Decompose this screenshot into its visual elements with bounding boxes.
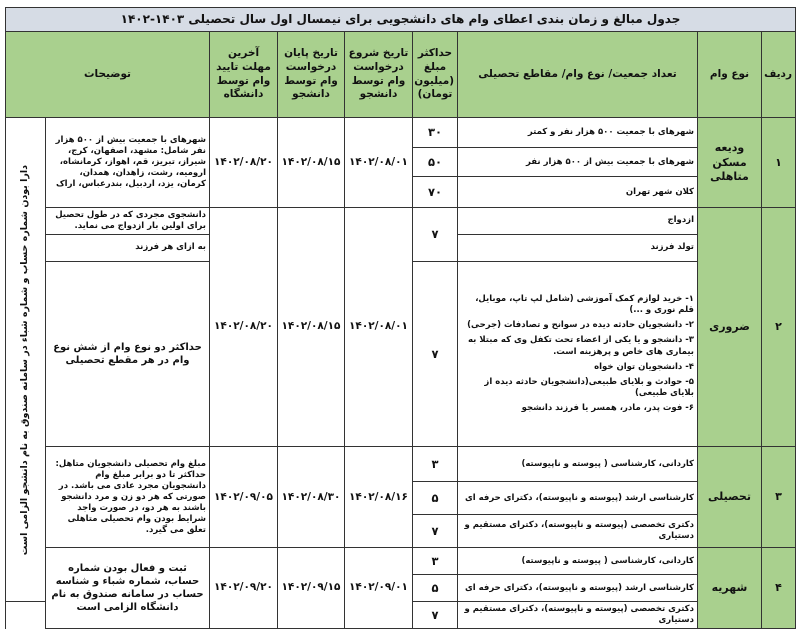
loan-type-emergency: ضروری <box>698 208 762 447</box>
loan-schedule-table <box>5 7 796 629</box>
category-description: کاردانی، کارشناسی ( پیوسته و ناپیوسته) <box>458 548 698 575</box>
loan-amount: ۵ <box>413 575 458 602</box>
list-item: ۳- دانشجو و یا یکی از اعضاء تحت تکفل وی که مبتلا به بیماری های خاص و پرهزینه است. <box>468 335 694 357</box>
header-notes: توضیحات <box>6 31 210 118</box>
row-number-4: ۴ <box>762 548 796 629</box>
category-childbirth: تولد فرزند <box>458 234 698 261</box>
category-description: شهرهای با جمعیت بیش از ۵۰۰ هزار نفر <box>458 148 698 177</box>
loan-type-educational: تحصیلی <box>698 447 762 548</box>
loan-amount: ۷ <box>413 261 458 447</box>
list-item: ۱- خرید لوازم کمک آموزشی (شامل لپ تاپ، موبایل، قلم نوری و ...) <box>475 294 694 316</box>
approval-deadline: ۱۴۰۲/۰۸/۲۰ <box>210 118 278 208</box>
category-description: کاردانی، کارشناسی ( پیوسته و ناپیوسته) <box>458 447 698 482</box>
table-title: جدول مبالغ و زمان بندی اعطای وام های دانشجویی برای نیمسال اول سال تحصیلی ۱۴۰۳-۱۴۰۲ <box>6 8 796 32</box>
header-end-date: تاریخ پایان درخواست وام توسط دانشجو <box>278 31 345 118</box>
side-note-text: دارا بودن شماره حساب و شماره شباء در سامانه صندوق به نام دانشجو الزامی است <box>19 164 31 555</box>
header-start-date: تاریخ شروع درخواست وام توسط دانشجو <box>345 31 413 118</box>
emergency-items-list <box>458 261 698 447</box>
approval-deadline: ۱۴۰۲/۰۹/۰۵ <box>210 447 278 548</box>
header-amount: حداکثر مبلغ (میلیون تومان) <box>413 31 458 118</box>
end-date: ۱۴۰۲/۰۸/۱۵ <box>278 208 345 447</box>
row-number-1: ۱ <box>762 118 796 208</box>
category-description: کلان شهر تهران <box>458 177 698 208</box>
list-item: ۴- دانشجویان توان خواه <box>594 361 694 372</box>
category-marriage: ازدواج <box>458 208 698 235</box>
category-description: دکتری تخصصی (پیوسته و ناپیوسته)، دکترای مستقیم و دستیاری <box>458 602 698 629</box>
list-item: ۶- فوت پدر، مادر، همسر یا فرزند دانشجو <box>521 402 694 413</box>
notes-childbirth: به ازای هر فرزند <box>46 234 210 261</box>
notes-cell: مبلغ وام تحصیلی دانشجویان متاهل: حداکثر تا دو برابر مبلغ وام دانشجویان مجرد عادی می باشد. در صورتی که هر دو زن و مرد دانشجو باشند به هر دو، در صورت واجد شرایط بودن وام تحصیلی متاهلی تعلق می گیرد. <box>46 447 210 548</box>
end-date: ۱۴۰۲/۰۹/۱۵ <box>278 548 345 629</box>
end-date: ۱۴۰۲/۰۸/۱۵ <box>278 118 345 208</box>
header-deadline: آخرین مهلت تایید وام توسط دانشگاه <box>210 31 278 118</box>
approval-deadline: ۱۴۰۲/۰۸/۲۰ <box>210 208 278 447</box>
notes-cell: شهرهای با جمعیت بیش از ۵۰۰ هزار نفر شامل: مشهد، اصفهان، کرج، شیراز، تبریز، قم، اهواز، کرمانشاه، ارومیه، رشت، زاهدان، همدان، کرمان، یزد، اردبیل، بندرعباس، اراک <box>46 118 210 208</box>
header-row-number: ردیف <box>762 31 796 118</box>
loan-amount: ۷۰ <box>413 177 458 208</box>
loan-amount: ۵۰ <box>413 148 458 177</box>
category-description: دکتری تخصصی (پیوسته و ناپیوسته)، دکترای مستقیم و دستیاری <box>458 515 698 548</box>
header-loan-type: نوع وام <box>698 31 762 118</box>
row-number-3: ۳ <box>762 447 796 548</box>
loan-amount: ۷ <box>413 515 458 548</box>
loan-type-housing-deposit: ودیعه مسکن متاهلی <box>698 118 762 208</box>
loan-amount: ۳۰ <box>413 118 458 148</box>
row-number-2: ۲ <box>762 208 796 447</box>
notes-cell: ثبت و فعال بودن شماره حساب، شماره شباء و شناسه حساب در سامانه صندوق به نام دانشگاه الزامی است <box>46 548 210 629</box>
loan-type-tuition: شهریه <box>698 548 762 629</box>
start-date: ۱۴۰۲/۰۸/۰۱ <box>345 118 413 208</box>
loan-amount: ۳ <box>413 548 458 575</box>
start-date: ۱۴۰۲/۰۸/۰۱ <box>345 208 413 447</box>
list-item: ۵- حوادث و بلایای طبیعی(دانشجویان حادثه دیده از بلایای طبیعی) <box>484 376 694 398</box>
start-date: ۱۴۰۲/۰۸/۱۶ <box>345 447 413 548</box>
loan-amount: ۷ <box>413 208 458 262</box>
notes-marriage: دانشجوی مجردی که در طول تحصیل برای اولین بار ازدواج می نماید. <box>46 208 210 235</box>
start-date: ۱۴۰۲/۰۹/۰۱ <box>345 548 413 629</box>
category-description: کارشناسی ارشد (پیوسته و ناپیوسته)، دکترای حرفه ای <box>458 575 698 602</box>
category-description: کارشناسی ارشد (پیوسته و ناپیوسته)، دکترای حرفه ای <box>458 482 698 515</box>
approval-deadline: ۱۴۰۲/۰۹/۲۰ <box>210 548 278 629</box>
loan-amount: ۳ <box>413 447 458 482</box>
notes-cell: حداکثر دو نوع وام از شش نوع وام در هر مقطع تحصیلی <box>46 261 210 447</box>
list-item: ۲- دانشجویان حادثه دیده در سوانح و تصادفات (جرحی) <box>467 320 694 331</box>
header-description: تعداد جمعیت/ نوع وام/ مقاطع تحصیلی <box>458 31 698 118</box>
loan-amount: ۵ <box>413 482 458 515</box>
category-description: شهرهای با جمعیت ۵۰۰ هزار نفر و کمتر <box>458 118 698 148</box>
end-date: ۱۴۰۲/۰۸/۳۰ <box>278 447 345 548</box>
loan-amount: ۷ <box>413 602 458 629</box>
side-note <box>6 118 46 602</box>
